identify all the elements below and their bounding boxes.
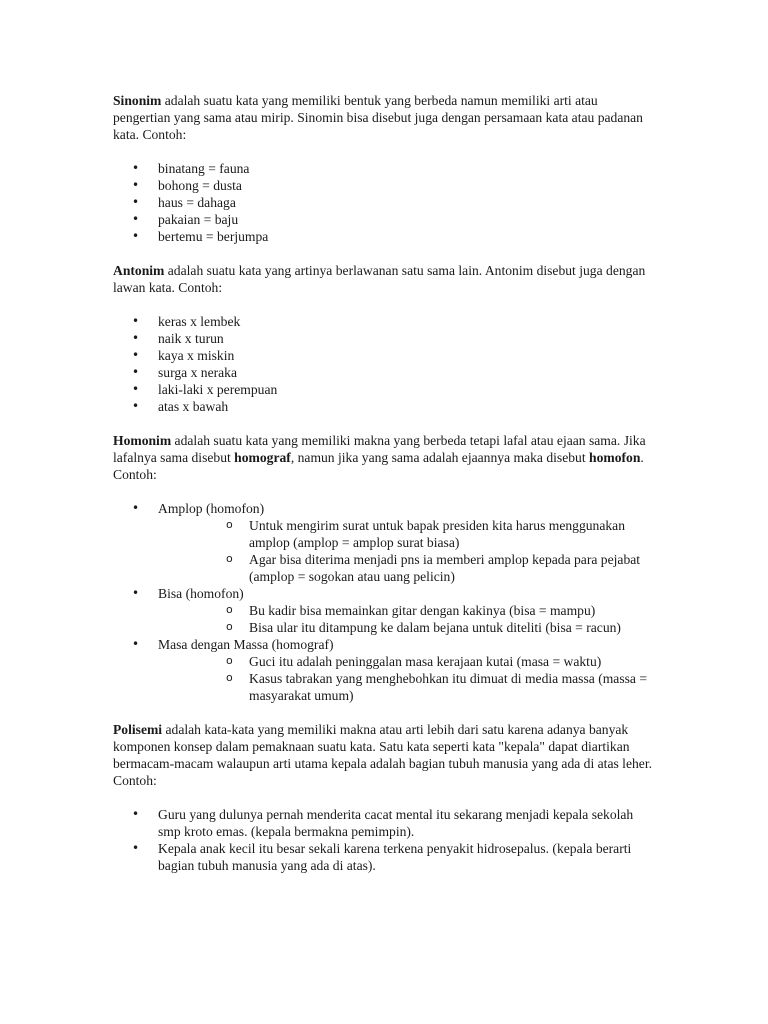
homonim-definition-1: adalah suatu kata yang memiliki makna yang berbeda tetapi lafal atau ejaan sama. Jika lafalnya sama disebut <box>113 433 646 465</box>
sub-list <box>158 653 653 704</box>
antonim-definition: adalah suatu kata yang artinya berlawanan satu sama lain. Antonim disebut juga dengan lawan kata. Contoh: <box>113 263 646 295</box>
homofon-term: homofon <box>589 450 641 465</box>
list-item: • surga x neraka <box>113 364 653 381</box>
sinonim-definition: adalah suatu kata yang memiliki bentuk yang berbeda namun memiliki arti atau pengertian yang sama atau mirip. Sinomin bisa disebut juga dengan persamaan kata atau padanan kata. Contoh: <box>113 93 643 142</box>
sub-list-item: o Kasus tabrakan yang menghebohkan itu dimuat di media massa (massa = masyarakat umum) <box>158 670 653 704</box>
list-item <box>113 585 653 636</box>
list-item: • haus = dahaga <box>113 194 653 211</box>
document-content <box>113 92 653 874</box>
example-label: Masa dengan Massa (homograf) <box>158 637 334 652</box>
antonim-paragraph <box>113 262 653 296</box>
sub-list <box>158 602 653 636</box>
list-item: • pakaian = baju <box>113 211 653 228</box>
polisemi-paragraph <box>113 721 653 789</box>
sub-list-item: o Untuk mengirim surat untuk bapak presiden kita harus menggunakan amplop (amplop = amplop surat biasa) <box>158 517 653 551</box>
list-item <box>113 500 653 585</box>
homonim-definition-3: . Contoh: <box>113 450 644 482</box>
homonim-term: Homonim <box>113 433 172 448</box>
sinonim-examples <box>113 160 653 245</box>
example-label: Amplop (homofon) <box>158 501 265 516</box>
sub-list-item: o Guci itu adalah peninggalan masa kerajaan kutai (masa = waktu) <box>158 653 653 670</box>
list-item: • bohong = dusta <box>113 177 653 194</box>
homonim-paragraph <box>113 432 653 483</box>
antonim-examples <box>113 313 653 415</box>
sub-list-item: o Bisa ular itu ditampung ke dalam bejana untuk diteliti (bisa = racun) <box>158 619 653 636</box>
sinonim-paragraph <box>113 92 653 143</box>
list-item: • atas x bawah <box>113 398 653 415</box>
list-item: • Kepala anak kecil itu besar sekali karena terkena penyakit hidrosepalus. (kepala berarti bagian tubuh manusia yang ada di atas). <box>113 840 653 874</box>
polisemi-definition: adalah kata-kata yang memiliki makna atau arti lebih dari satu karena adanya banyak komponen konsep dalam pemaknaan suatu kata. Satu kata seperti kata "kepala" dapat diartikan bermacam-macam walaupun arti utama kepala adalah bagian tubuh manusia yang ada di atas leher. Contoh: <box>113 722 652 788</box>
list-item: • kaya x miskin <box>113 347 653 364</box>
list-item: • Guru yang dulunya pernah menderita cacat mental itu sekarang menjadi kepala sekolah smp kroto emas. (kepala bermakna pemimpin). <box>113 806 653 840</box>
polisemi-examples <box>113 806 653 874</box>
sub-list <box>158 517 653 585</box>
homonim-definition-2: , namun jika yang sama adalah ejaannya maka disebut <box>290 450 590 465</box>
example-label: Bisa (homofon) <box>158 586 244 601</box>
homograf-term: homograf <box>234 450 291 465</box>
polisemi-term: Polisemi <box>113 722 163 737</box>
list-item: • binatang = fauna <box>113 160 653 177</box>
list-item: • bertemu = berjumpa <box>113 228 653 245</box>
homonim-examples <box>113 500 653 704</box>
list-item: • naik x turun <box>113 330 653 347</box>
antonim-term: Antonim <box>113 263 165 278</box>
list-item: • keras x lembek <box>113 313 653 330</box>
sub-list-item: o Bu kadir bisa memainkan gitar dengan kakinya (bisa = mampu) <box>158 602 653 619</box>
list-item: • laki-laki x perempuan <box>113 381 653 398</box>
list-item <box>113 636 653 704</box>
sinonim-term: Sinonim <box>113 93 162 108</box>
sub-list-item: o Agar bisa diterima menjadi pns ia memberi amplop kepada para pejabat (amplop = sogokan atau uang pelicin) <box>158 551 653 585</box>
